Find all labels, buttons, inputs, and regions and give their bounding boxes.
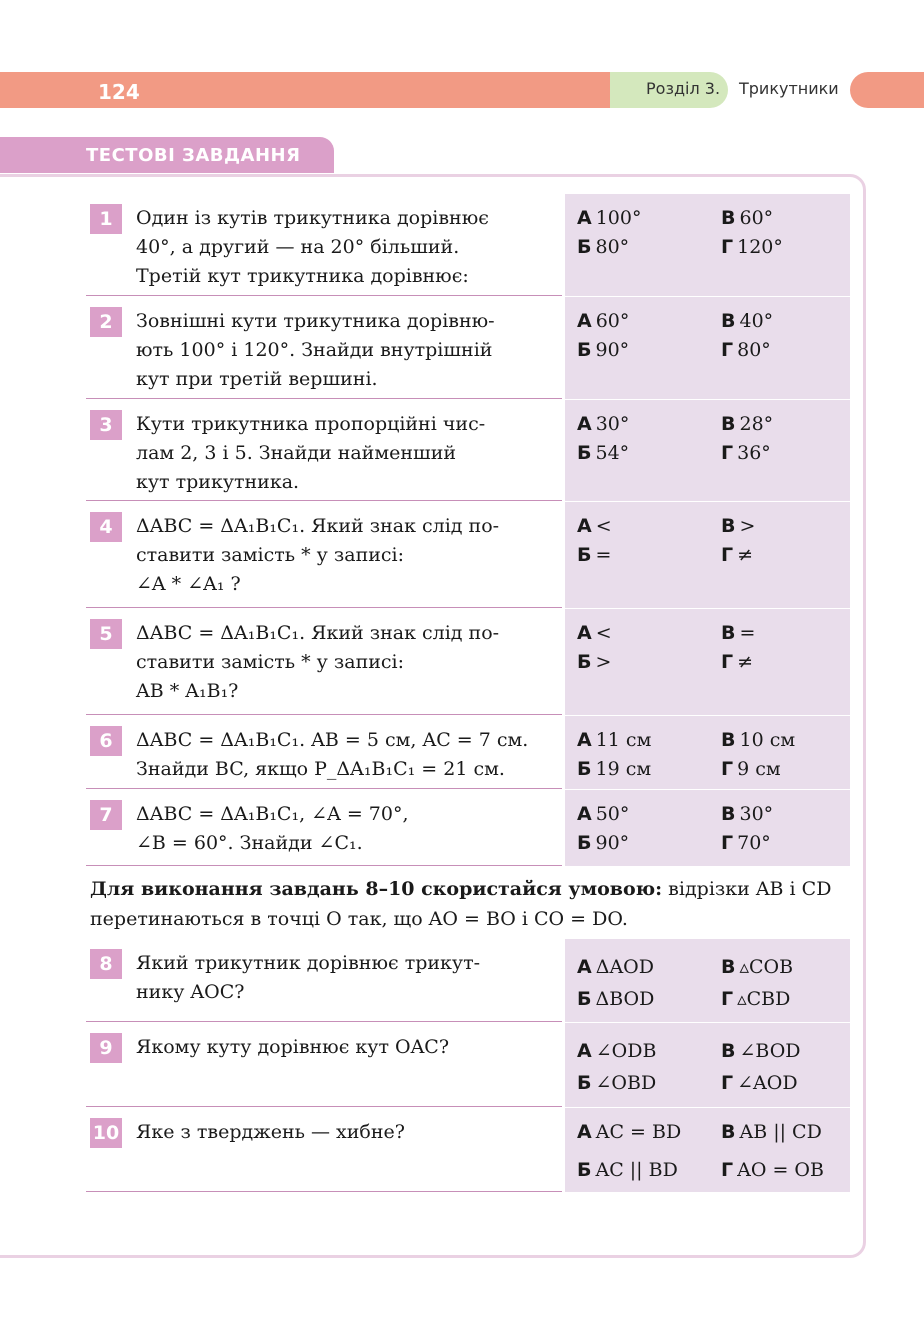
- question-line: ΔABC = ΔA₁B₁C₁, ∠A = 70°,: [136, 803, 409, 825]
- option-letter: А: [577, 310, 592, 332]
- answer-options: [562, 502, 850, 608]
- answer-options: [562, 1023, 850, 1107]
- option-letter: В: [721, 956, 736, 978]
- question-text: [136, 307, 560, 394]
- option-value: 50°: [595, 803, 630, 825]
- option-letter: А: [577, 803, 592, 825]
- header-bar: [0, 72, 632, 108]
- option-value: AC = BD: [595, 1121, 682, 1143]
- question-cell: [86, 716, 562, 789]
- option-letter: А: [577, 413, 592, 435]
- question-line: Якому куту дорівнює кут OAC?: [136, 1036, 450, 1058]
- answer-option[interactable]: [577, 1156, 678, 1185]
- question-cell: [86, 790, 562, 866]
- option-value: 90°: [595, 832, 630, 854]
- option-letter: Б: [577, 1159, 592, 1181]
- answer-option[interactable]: [721, 619, 755, 648]
- option-value: 9 см: [737, 758, 781, 780]
- question-line: ставити замість * у записі:: [136, 544, 405, 566]
- task-number-badge: 2: [90, 307, 122, 337]
- option-letter: А: [577, 622, 592, 644]
- option-value: 28°: [739, 413, 774, 435]
- answer-option[interactable]: [577, 336, 629, 365]
- answer-option[interactable]: [721, 985, 790, 1014]
- answer-options: [562, 716, 850, 789]
- option-letter: В: [721, 622, 736, 644]
- option-value: 30°: [739, 803, 774, 825]
- option-letter: Б: [577, 832, 592, 854]
- option-letter: Б: [577, 544, 592, 566]
- option-letter: Г: [721, 651, 734, 673]
- question-line: Кути трикутника пропорційні чис-: [136, 413, 486, 435]
- option-letter: А: [577, 207, 592, 229]
- option-letter: А: [577, 956, 592, 978]
- answer-option[interactable]: [577, 1037, 656, 1066]
- option-value: 19 см: [595, 758, 652, 780]
- option-letter: В: [721, 1121, 736, 1143]
- option-letter: Г: [721, 339, 734, 361]
- option-letter: В: [721, 413, 736, 435]
- answer-option[interactable]: [577, 512, 612, 541]
- question-line: Один із кутів трикутника дорівнює: [136, 207, 489, 229]
- answer-options: [562, 194, 850, 296]
- question-cell: [86, 939, 562, 1022]
- option-value: 70°: [737, 832, 771, 854]
- option-letter: Б: [577, 339, 592, 361]
- option-value: 30°: [595, 413, 630, 435]
- answer-option[interactable]: [577, 541, 611, 570]
- option-letter: Г: [721, 1159, 734, 1181]
- question-text: [136, 1118, 560, 1147]
- option-value: 80°: [595, 236, 630, 258]
- answer-option[interactable]: [721, 755, 781, 784]
- answer-option[interactable]: [721, 233, 783, 262]
- question-line: ∠A * ∠A₁ ?: [136, 573, 241, 595]
- answer-option[interactable]: [721, 726, 795, 755]
- task-10: [86, 1108, 850, 1192]
- answer-options: [562, 400, 850, 501]
- option-value: >: [739, 515, 756, 537]
- option-letter: А: [577, 1040, 592, 1062]
- option-value: 40°: [739, 310, 774, 332]
- option-value: 80°: [737, 339, 771, 361]
- task-6: [86, 716, 850, 789]
- answer-option[interactable]: [721, 1037, 801, 1066]
- option-letter: Г: [721, 544, 734, 566]
- task-number-badge: 7: [90, 800, 122, 830]
- task-9: [86, 1023, 850, 1107]
- answer-option[interactable]: [721, 336, 771, 365]
- answer-option[interactable]: [721, 204, 773, 233]
- question-line: кут при третій вершині.: [136, 368, 378, 390]
- question-cell: [86, 1108, 562, 1192]
- answer-option[interactable]: [721, 1156, 824, 1185]
- answer-option[interactable]: [721, 541, 753, 570]
- question-line: ΔABC = ΔA₁B₁C₁. Який знак слід по-: [136, 515, 500, 537]
- question-cell: [86, 297, 562, 399]
- option-value: 100°: [595, 207, 642, 229]
- question-line: Третій кут трикутника дорівнює:: [136, 265, 469, 287]
- answer-option[interactable]: [577, 439, 629, 468]
- option-letter: А: [577, 1121, 592, 1143]
- option-letter: А: [577, 729, 592, 751]
- option-letter: Г: [721, 1072, 734, 1094]
- answer-option[interactable]: [577, 1118, 681, 1147]
- option-letter: Б: [577, 651, 592, 673]
- task-number-badge: 5: [90, 619, 122, 649]
- option-value: ΔBOD: [595, 988, 655, 1010]
- question-text: [136, 410, 560, 497]
- answer-option[interactable]: [577, 953, 654, 982]
- question-line: ΔABC = ΔA₁B₁C₁. Який знак слід по-: [136, 622, 500, 644]
- question-line: ∠B = 60°. Знайди ∠C₁.: [136, 832, 363, 854]
- option-value: 10 см: [739, 729, 796, 751]
- question-line: Яке з тверджень — хибне?: [136, 1121, 405, 1143]
- option-value: ∠AOD: [737, 1072, 798, 1094]
- answer-option[interactable]: [721, 410, 773, 439]
- option-letter: Г: [721, 988, 734, 1010]
- task-number-badge: 8: [90, 949, 122, 979]
- answer-option[interactable]: [721, 439, 771, 468]
- option-letter: В: [721, 515, 736, 537]
- answer-option[interactable]: [721, 648, 753, 677]
- task-number-badge: 1: [90, 204, 122, 234]
- task-1: [86, 194, 850, 296]
- answer-option[interactable]: [721, 1069, 798, 1098]
- option-value: 60°: [595, 310, 630, 332]
- answer-option[interactable]: [577, 410, 629, 439]
- task-5: [86, 609, 850, 715]
- answer-option[interactable]: [577, 648, 611, 677]
- option-letter: В: [721, 310, 736, 332]
- answer-options: [562, 790, 850, 866]
- option-value: 120°: [737, 236, 783, 258]
- task-number-badge: 6: [90, 726, 122, 756]
- question-cell: [86, 1023, 562, 1107]
- question-cell: [86, 194, 562, 296]
- answer-options: [562, 297, 850, 399]
- option-value: >: [595, 651, 612, 673]
- section-title: ТЕСТОВІ ЗАВДАННЯ: [86, 145, 301, 166]
- answer-option[interactable]: [721, 829, 771, 858]
- answer-option[interactable]: [577, 619, 612, 648]
- option-value: AC || BD: [595, 1159, 678, 1181]
- task-number-badge: 9: [90, 1033, 122, 1063]
- option-letter: Б: [577, 236, 592, 258]
- question-line: кут трикутника.: [136, 471, 300, 493]
- question-line: ΔABC = ΔA₁B₁C₁. AB = 5 см, AC = 7 см.: [136, 729, 529, 751]
- answer-option[interactable]: [577, 307, 629, 336]
- option-letter: Б: [577, 988, 592, 1010]
- question-line: ють 100° і 120°. Знайди внутрішній: [136, 339, 493, 361]
- option-value: 11 см: [595, 729, 652, 751]
- option-letter: А: [577, 515, 592, 537]
- question-text: [136, 1033, 560, 1062]
- answer-options: [562, 1108, 850, 1192]
- question-line: AB * A₁B₁?: [136, 680, 239, 702]
- option-value: ∠ODB: [595, 1040, 657, 1062]
- question-text: [136, 619, 560, 706]
- option-value: AO = OB: [737, 1159, 824, 1181]
- option-letter: Б: [577, 1072, 592, 1094]
- option-letter: В: [721, 729, 736, 751]
- condition-bold: Для виконання завдань 8–10 скористайся умовою:: [90, 878, 663, 900]
- option-value: ∠OBD: [595, 1072, 657, 1094]
- tasks-condition: [90, 874, 850, 934]
- answer-option[interactable]: [721, 800, 773, 829]
- question-line: Знайди BC, якщо P_ΔA₁B₁C₁ = 21 см.: [136, 758, 505, 780]
- question-line: Зовнішні кути трикутника дорівню-: [136, 310, 495, 332]
- answer-option[interactable]: [577, 1069, 656, 1098]
- question-text: [136, 800, 560, 858]
- option-value: 90°: [595, 339, 630, 361]
- option-value: ∠BOD: [739, 1040, 801, 1062]
- answer-option[interactable]: [577, 204, 641, 233]
- answer-option[interactable]: [577, 829, 629, 858]
- question-cell: [86, 502, 562, 608]
- answer-option[interactable]: [721, 953, 793, 982]
- question-text: [136, 726, 560, 784]
- task-3: [86, 400, 850, 501]
- option-letter: Г: [721, 832, 734, 854]
- option-letter: В: [721, 1040, 736, 1062]
- task-8: [86, 939, 850, 1022]
- answer-option[interactable]: [577, 755, 651, 784]
- answer-option[interactable]: [577, 800, 629, 829]
- option-value: <: [595, 622, 612, 644]
- option-value: =: [739, 622, 756, 644]
- option-value: ▵CBD: [737, 988, 791, 1010]
- question-text: [136, 204, 560, 291]
- answer-options: [562, 609, 850, 715]
- question-line: Який трикутник дорівнює трикут-: [136, 952, 481, 974]
- question-text: [136, 949, 560, 1007]
- question-line: нику AOC?: [136, 981, 245, 1003]
- option-letter: Б: [577, 758, 592, 780]
- option-value: ▵COB: [739, 956, 794, 978]
- chapter-title: Трикутники: [739, 79, 839, 98]
- option-letter: Г: [721, 442, 734, 464]
- option-value: =: [595, 544, 612, 566]
- task-number-badge: 4: [90, 512, 122, 542]
- option-value: 54°: [595, 442, 630, 464]
- chapter-label: Розділ 3.: [646, 79, 721, 98]
- option-value: AB || CD: [739, 1121, 822, 1143]
- option-value: ΔAOD: [595, 956, 654, 978]
- question-cell: [86, 609, 562, 715]
- answer-option[interactable]: [721, 307, 773, 336]
- option-letter: Г: [721, 758, 734, 780]
- option-value: ≠: [737, 544, 754, 566]
- option-letter: Г: [721, 236, 734, 258]
- option-value: 60°: [739, 207, 774, 229]
- question-line: лам 2, 3 і 5. Знайди найменший: [136, 442, 457, 464]
- condition-text: відрізки AB і CD перетинаються в точці O так, що AO = BO і CO = DO.: [90, 878, 832, 930]
- header-right-tab: [850, 72, 924, 108]
- task-2: [86, 297, 850, 399]
- answer-option[interactable]: [577, 233, 629, 262]
- option-value: <: [595, 515, 612, 537]
- task-number-badge: 10: [90, 1118, 122, 1148]
- task-7: [86, 790, 850, 866]
- question-cell: [86, 400, 562, 501]
- answer-option[interactable]: [577, 726, 651, 755]
- answer-options: [562, 939, 850, 1022]
- option-letter: В: [721, 207, 736, 229]
- option-letter: В: [721, 803, 736, 825]
- answer-option[interactable]: [577, 985, 654, 1014]
- answer-option[interactable]: [721, 512, 755, 541]
- option-value: 36°: [737, 442, 771, 464]
- question-line: 40°, а другий — на 20° більший.: [136, 236, 460, 258]
- task-4: [86, 502, 850, 608]
- answer-option[interactable]: [721, 1118, 822, 1147]
- task-number-badge: 3: [90, 410, 122, 440]
- option-letter: Б: [577, 442, 592, 464]
- question-line: ставити замість * у записі:: [136, 651, 405, 673]
- page-number: 124: [98, 80, 140, 104]
- question-text: [136, 512, 560, 599]
- option-value: ≠: [737, 651, 754, 673]
